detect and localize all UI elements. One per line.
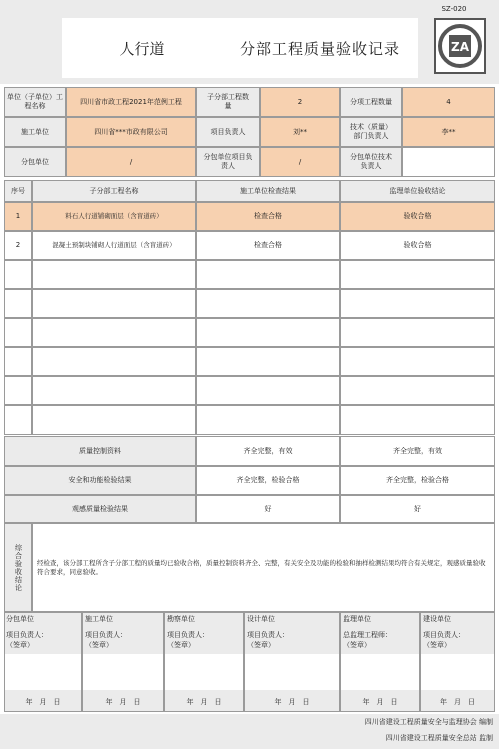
signoff-sign-area — [5, 654, 81, 690]
footer-compiler: 四川省建设工程质量安全与监理协会 编制 — [364, 718, 493, 726]
signoff-unit: 施工单位 — [85, 615, 113, 623]
logo-text: ZA — [451, 40, 469, 54]
association-logo-icon — [436, 20, 484, 72]
signoff-role: 项目负责人： — [247, 631, 289, 639]
table-row-check: 检查合格 — [196, 202, 340, 231]
signoff-date: 年 月 日 — [440, 697, 475, 706]
subcon-value: / — [66, 147, 196, 177]
signoff-unit: 建设单位 — [423, 615, 451, 623]
summary-check: 齐全完整，检验合格 — [196, 466, 340, 495]
empty-row — [4, 347, 32, 376]
table-row-verdict: 验收合格 — [340, 231, 495, 260]
contractor-label: 施工单位 — [4, 117, 66, 147]
subcon-pm-value: / — [260, 147, 340, 177]
subcon-tech-label: 分包单位技术负责人 — [340, 147, 402, 177]
signoff-role: 项目负责人： — [167, 631, 209, 639]
empty-row — [32, 376, 196, 405]
summary-verdict: 齐全完整，检验合格 — [340, 466, 495, 495]
unit-name-label: 单位（子单位）工程名称 — [4, 87, 66, 117]
table-row-no: 2 — [4, 231, 32, 260]
col-header-name: 子分部工程名称 — [32, 180, 196, 202]
page-title: 分部工程质量验收记录 — [239, 39, 400, 58]
signoff-sign-area — [165, 654, 243, 690]
empty-row — [196, 260, 340, 289]
pm-label: 项目负责人 — [196, 117, 260, 147]
signoff-unit: 分包单位 — [6, 615, 34, 623]
empty-row — [32, 405, 196, 435]
summary-verdict: 齐全完整，有效 — [340, 436, 495, 466]
tech-value: 李** — [402, 117, 495, 147]
summary-check: 好 — [196, 495, 340, 523]
signoff-seal: （签章） — [85, 641, 113, 649]
empty-row — [32, 347, 196, 376]
summary-check: 齐全完整，有效 — [196, 436, 340, 466]
empty-row — [340, 347, 495, 376]
empty-row — [340, 405, 495, 435]
signoff-role: 总监理工程师： — [343, 631, 392, 639]
signoff-sign-area — [245, 654, 339, 690]
table-row-check: 检查合格 — [196, 231, 340, 260]
table-row-no: 1 — [4, 202, 32, 231]
signoff-sign-area — [421, 654, 494, 690]
project-name: 人行道 — [119, 39, 165, 58]
empty-row — [4, 376, 32, 405]
signoff-date: 年 月 日 — [362, 697, 398, 706]
summary-label: 观感质量检验结果 — [4, 495, 196, 523]
signoff-date: 年 月 日 — [274, 697, 310, 706]
signoff-sign-area — [341, 654, 419, 690]
subcon-label: 分包单位 — [4, 147, 66, 177]
item-count-label: 分项工程数量 — [340, 87, 402, 117]
form-code: SZ-020 — [441, 4, 467, 13]
signoff-seal: （签章） — [6, 641, 34, 649]
empty-row — [4, 289, 32, 318]
conclusion-label-cell — [4, 523, 32, 612]
signoff-date: 年 月 日 — [105, 697, 141, 706]
empty-row — [340, 318, 495, 347]
sub-count-value: 2 — [260, 87, 340, 117]
summary-label: 安全和功能检验结果 — [4, 466, 196, 495]
signoff-unit: 勘察单位 — [167, 615, 195, 623]
signoff-role: 项目负责人： — [85, 631, 127, 639]
empty-row — [340, 260, 495, 289]
signoff-seal: （签章） — [343, 641, 371, 649]
empty-row — [340, 289, 495, 318]
empty-row — [4, 318, 32, 347]
empty-row — [32, 260, 196, 289]
sub-count-label: 子分部工程数量 — [196, 87, 260, 117]
footer-supervisor: 四川省建设工程质量安全总站 监制 — [385, 734, 493, 742]
summary-verdict: 好 — [340, 495, 495, 523]
table-row-verdict: 验收合格 — [340, 202, 495, 231]
empty-row — [196, 376, 340, 405]
signoff-role: 项目负责人： — [423, 631, 465, 639]
subcon-pm-label: 分包单位项目负责人 — [196, 147, 260, 177]
signoff-seal: （签章） — [247, 641, 275, 649]
signoff-date: 年 月 日 — [25, 697, 61, 706]
empty-row — [196, 318, 340, 347]
unit-name-value: 四川省市政工程2021年范例工程 — [66, 87, 196, 117]
empty-row — [4, 260, 32, 289]
signoff-seal: （签章） — [167, 641, 195, 649]
signoff-unit: 监理单位 — [343, 615, 371, 623]
empty-row — [4, 405, 32, 435]
col-header-verdict: 监理单位验收结论 — [340, 180, 495, 202]
table-row-name: 混凝土预制块铺砌人行道面层（含盲道砖） — [32, 231, 196, 260]
empty-row — [340, 376, 495, 405]
contractor-value: 四川省***市政有限公司 — [66, 117, 196, 147]
empty-row — [196, 347, 340, 376]
signoff-role: 项目负责人： — [6, 631, 48, 639]
signoff-date: 年 月 日 — [186, 697, 222, 706]
table-row-name: 料石人行道铺砌面层（含盲道砖） — [32, 202, 196, 231]
empty-row — [196, 405, 340, 435]
conclusion-label: 综合验收结论 — [14, 543, 23, 592]
signoff-seal: （签章） — [423, 641, 451, 649]
col-header-no: 序号 — [4, 180, 32, 202]
pm-value: 刘** — [260, 117, 340, 147]
association-logo — [434, 18, 486, 74]
empty-row — [196, 289, 340, 318]
item-count-value: 4 — [402, 87, 495, 117]
tech-label: 技术（质量）部门负责人 — [340, 117, 402, 147]
empty-row — [32, 289, 196, 318]
subcon-tech-value — [402, 147, 495, 177]
summary-label: 质量控制资料 — [4, 436, 196, 466]
conclusion-text: 经检查，该分部工程所含子分部工程的质量均已验收合格，质量控制资料齐全、完整，有关安全及功能的检验和抽样检测结果均符合有关规定，观感质量验收符合要求，同意验收。 — [32, 523, 495, 612]
signoff-unit: 设计单位 — [247, 615, 275, 623]
empty-row — [32, 318, 196, 347]
signoff-sign-area — [83, 654, 163, 690]
col-header-check: 施工单位检查结果 — [196, 180, 340, 202]
